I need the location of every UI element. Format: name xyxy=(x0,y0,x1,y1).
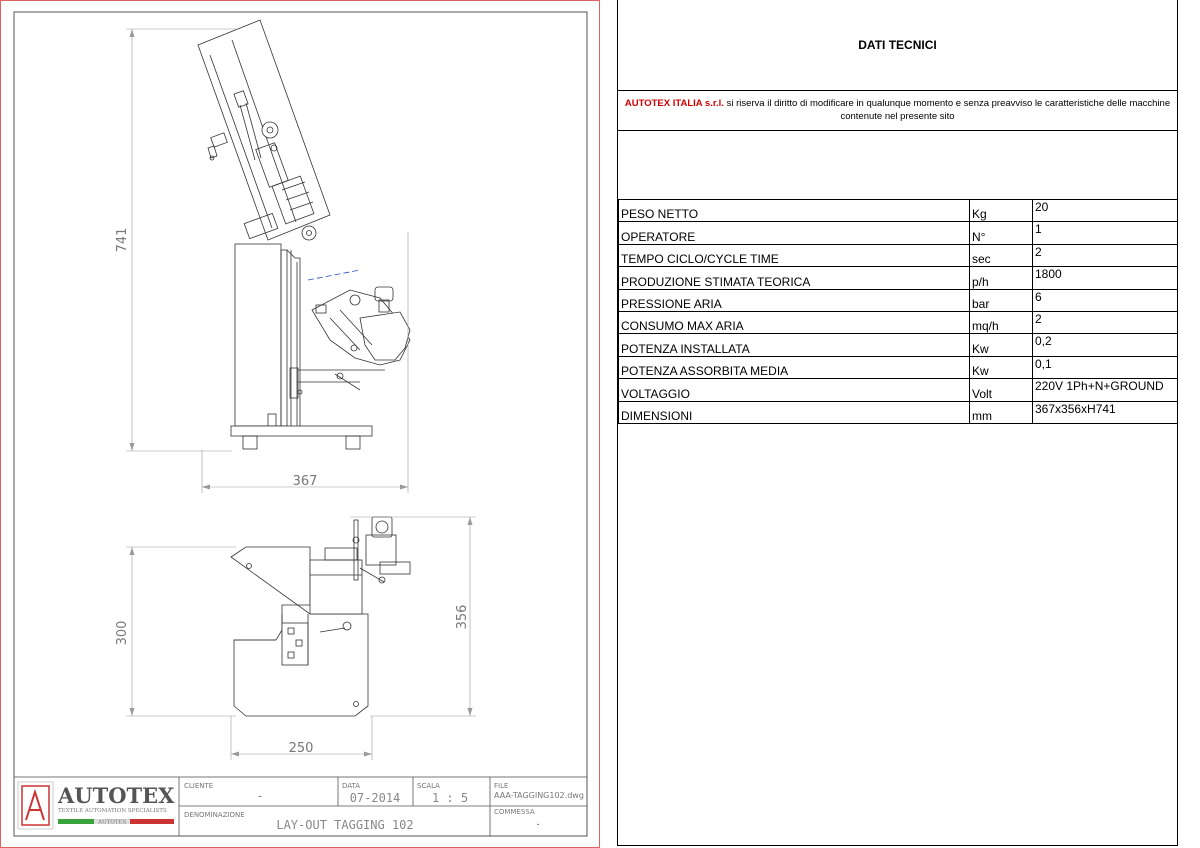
spec-unit: sec xyxy=(970,244,1033,266)
scala-label: SCALA xyxy=(417,782,440,790)
spec-label: OPERATORE xyxy=(619,222,970,244)
logo-tagline: TEXTILE AUTOMATION SPECIALISTS xyxy=(58,808,167,814)
side-view xyxy=(198,20,410,449)
scala-value: 1 : 5 xyxy=(431,791,469,805)
spec-value: 1800 xyxy=(1033,267,1178,289)
spec-value: 2 xyxy=(1033,311,1178,333)
spec-label: POTENZA INSTALLATA xyxy=(619,334,970,356)
notice-text: si riserva il diritto di modificare in qualunque momento e senza preavviso le caratteristiche delle macchine contenute nel presente sito xyxy=(726,98,1171,122)
spec-unit: Kw xyxy=(970,356,1033,378)
spec-label: PRESSIONE ARIA xyxy=(619,289,970,311)
spec-label: PESO NETTO xyxy=(619,200,970,222)
spec-label: TEMPO CICLO/CYCLE TIME xyxy=(619,244,970,266)
spec-table xyxy=(618,199,1178,424)
dim-top-width-label: 250 xyxy=(288,741,314,756)
tech-title: DATI TECNICI xyxy=(618,0,1177,91)
spec-unit: Volt xyxy=(970,379,1033,401)
table-row xyxy=(619,222,1178,244)
spec-value: 0,2 xyxy=(1033,334,1178,356)
spec-value: 0,1 xyxy=(1033,356,1178,378)
file-value: AAA-TAGGING102.dwg xyxy=(494,791,584,800)
spec-unit: bar xyxy=(970,289,1033,311)
table-row xyxy=(619,379,1178,401)
spec-value: 220V 1Ph+N+GROUND xyxy=(1033,379,1178,401)
dim-total-depth-label: 356 xyxy=(455,604,470,630)
dim-depth-label: 300 xyxy=(115,620,130,646)
dim-width-label: 367 xyxy=(292,474,318,489)
table-row xyxy=(619,356,1178,378)
table-row xyxy=(619,267,1178,289)
disclaimer-notice xyxy=(618,91,1177,131)
spec-value: 1 xyxy=(1033,222,1178,244)
spec-label: PRODUZIONE STIMATA TEORICA xyxy=(619,267,970,289)
table-row xyxy=(619,244,1178,266)
table-row xyxy=(619,289,1178,311)
spec-value: 20 xyxy=(1033,200,1178,222)
spec-label: DIMENSIONI xyxy=(619,401,970,423)
spec-unit: Kw xyxy=(970,334,1033,356)
spec-unit: p/h xyxy=(970,267,1033,289)
logo-name: AUTOTEX xyxy=(58,783,175,808)
notice-brand: AUTOTEX ITALIA s.r.l. xyxy=(624,98,724,109)
table-row xyxy=(619,200,1178,222)
spec-value: 2 xyxy=(1033,244,1178,266)
spec-unit: mq/h xyxy=(970,311,1033,333)
spec-unit: mm xyxy=(970,401,1033,423)
spec-label: POTENZA ASSORBITA MEDIA xyxy=(619,356,970,378)
spec-label: CONSUMO MAX ARIA xyxy=(619,311,970,333)
dim-height-label: 741 xyxy=(115,227,130,253)
spec-value: 6 xyxy=(1033,289,1178,311)
blank-section xyxy=(618,131,1177,200)
technical-data-panel xyxy=(617,0,1178,846)
denominazione-label: DENOMINAZIONE xyxy=(184,811,245,819)
denominazione-value: LAY-OUT TAGGING 102 xyxy=(276,818,414,832)
spec-value: 367x356xH741 xyxy=(1033,401,1178,423)
cliente-label: CLIENTE xyxy=(184,782,214,790)
spec-unit: Kg xyxy=(970,200,1033,222)
data-label: DATA xyxy=(342,782,361,790)
logo-sub: AUTOTEX xyxy=(98,819,127,826)
file-label: FILE xyxy=(494,782,509,790)
autotex-logo xyxy=(18,782,175,829)
spec-unit: N° xyxy=(970,222,1033,244)
commessa-label: COMMESSA xyxy=(494,808,535,816)
table-row xyxy=(619,334,1178,356)
data-value: 07-2014 xyxy=(349,791,401,805)
cliente-value: - xyxy=(256,789,264,803)
title-block xyxy=(14,777,587,836)
commessa-value: . xyxy=(536,817,540,828)
table-row xyxy=(619,311,1178,333)
top-view xyxy=(231,517,410,716)
spec-label: VOLTAGGIO xyxy=(619,379,970,401)
table-row xyxy=(619,401,1178,423)
